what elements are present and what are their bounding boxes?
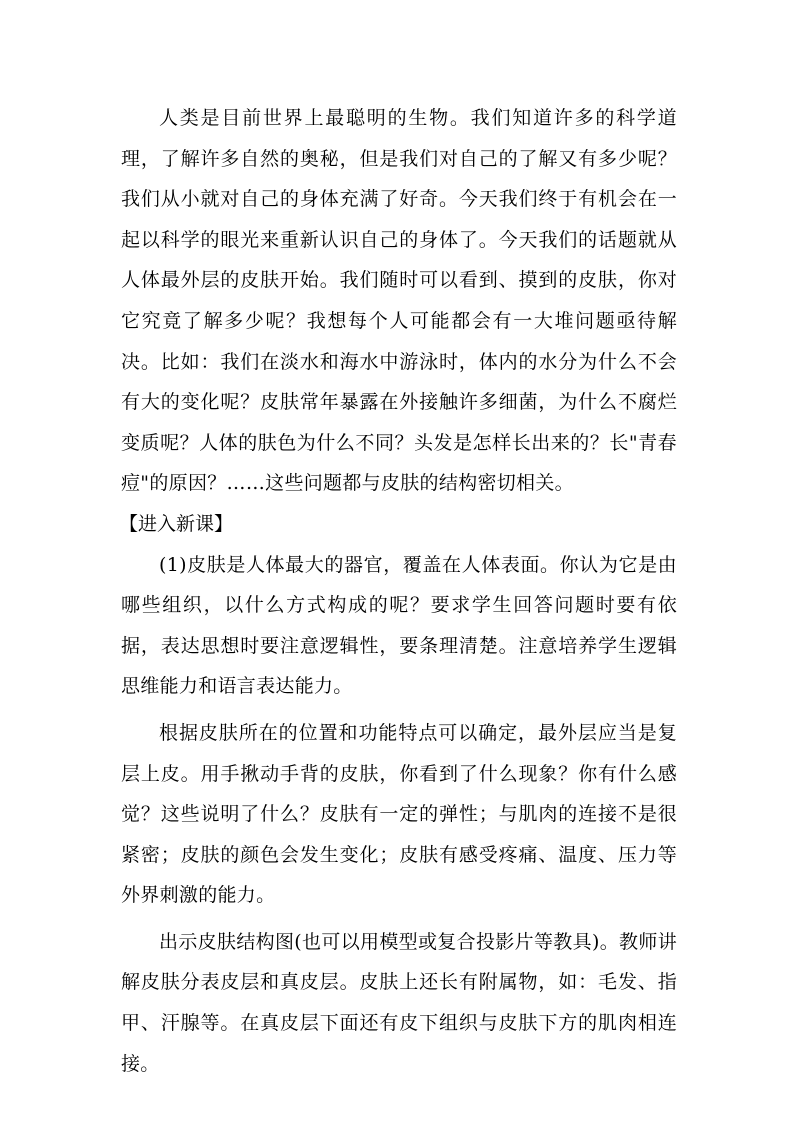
intro-paragraph: 人类是目前世界上最聪明的生物。我们知道许多的科学道理，了解许多自然的奥秘，但是我们对自己的了解又有多少呢？我们从小就对自己的身体充满了好奇。今天我们终于有机会在一起以科学的眼光来重新认识自己的身体了。今天我们的话题就从人体最外层的皮肤开始。我们随时可以看到、摸到的皮肤，你对它究竟了解多少呢？我想每个人可能都会有一大堆问题亟待解决。比如：我们在淡水和海水中游泳时，体内的水分为什么不会有大的变化呢？皮肤常年暴露在外接触许多细菌，为什么不腐烂变质呢？人体的肤色为什么不同？头发是怎样长出来的？长"青春痘"的原因？……这些问题都与皮肤的结构密切相关。: [121, 107, 677, 495]
document-page: [121, 98, 677, 1084]
section-heading: 【进入新课】: [119, 512, 234, 535]
paragraph-skin-organ: (1)皮肤是人体最大的器官，覆盖在人体表面。你认为它是由哪些组织，以什么方式构成的呢？要求学生回答问题时要有依据，表达思想时要注意逻辑性，要条理清楚。注意培养学生逻辑思维能力和语言表达能力。: [121, 553, 677, 698]
paragraph-skin-structure: 出示皮肤结构图(也可以用模型或复合投影片等教具)。教师讲解皮肤分表皮层和真皮层。皮肤上还长有附属物，如：毛发、指甲、汗腺等。在真皮层下面还有皮下组织与皮肤下方的肌肉相连接。: [121, 930, 677, 1075]
paragraph-skin-layers-observation: 根据皮肤所在的位置和功能特点可以确定，最外层应当是复层上皮。用手揪动手背的皮肤，你看到了什么现象？你有什么感觉？这些说明了什么？皮肤有一定的弹性；与肌肉的连接不是很紧密；皮肤的颜色会发生变化；皮肤有感受疼痛、温度、压力等外界刺激的能力。: [121, 721, 677, 907]
